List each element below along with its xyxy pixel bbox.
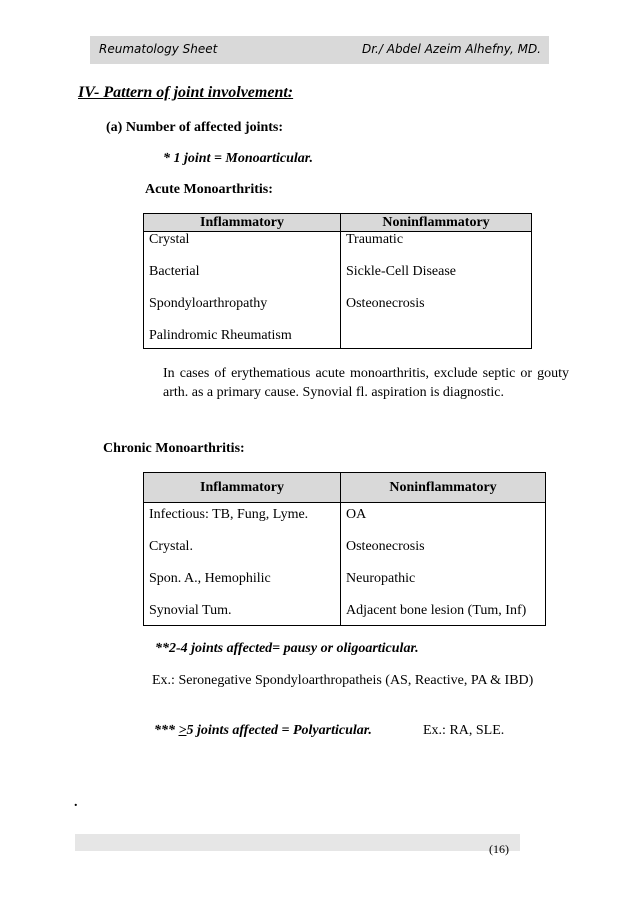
chronic-monoarthritis-heading: Chronic Monoarthritis: [103, 441, 245, 456]
oligoarticular-line: **2-4 joints affected= pausy or oligoarticular. [155, 641, 419, 656]
list-item: Synovial Tum. [149, 603, 232, 618]
column-header-inflammatory: Inflammatory [144, 214, 341, 232]
list-item: Infectious: TB, Fung, Lyme. [149, 507, 309, 522]
inflammatory-cell [144, 232, 341, 349]
inflammatory-cell [144, 503, 341, 626]
list-item: Crystal. [149, 539, 193, 554]
noninflammatory-cell [341, 503, 546, 626]
greater-equal-symbol: > [178, 723, 187, 738]
stray-mark: . [74, 795, 78, 810]
column-header-noninflammatory: Noninflammatory [341, 473, 546, 503]
table-header-row [144, 214, 532, 232]
column-header-inflammatory: Inflammatory [144, 473, 341, 503]
section-title: IV- Pattern of joint involvement: [78, 84, 294, 101]
list-item: Neuropathic [346, 571, 416, 586]
monoarticular-line: * 1 joint = Monoarticular. [163, 151, 313, 166]
list-item: OA [346, 507, 367, 522]
list-item: Sickle-Cell Disease [346, 264, 457, 279]
acute-note: In cases of erythematious acute monoarthritis, exclude septic or gouty arth. as a primary cause. Synovial fl. aspiration is diagnostic. [163, 366, 569, 400]
poly-prefix: *** [154, 723, 179, 738]
polyarticular-line [154, 723, 372, 739]
list-item: Bacterial [149, 264, 200, 279]
table-row [144, 232, 532, 349]
list-item: Adjacent bone lesion (Tum, Inf) [346, 603, 527, 618]
header-author: Dr./ Abdel Azeim Alhefny, MD. [361, 42, 541, 56]
header-title: Reumatology Sheet [99, 42, 218, 56]
list-item: Crystal [149, 232, 190, 247]
list-item: Spondyloarthropathy [149, 296, 268, 311]
oligoarticular-example: Ex.: Seronegative Spondyloarthropatheis (AS, Reactive, PA & IBD) [152, 673, 534, 688]
poly-text: 5 joints affected = Polyarticular. [186, 723, 372, 738]
list-item: Traumatic [346, 232, 404, 247]
page-header [90, 36, 549, 64]
polyarticular-example: Ex.: RA, SLE. [423, 723, 505, 738]
list-item: Osteonecrosis [346, 296, 425, 311]
list-item: Spon. A., Hemophilic [149, 571, 271, 586]
footer-bar [75, 834, 520, 851]
acute-monoarthritis-heading: Acute Monoarthritis: [145, 182, 273, 197]
chronic-monoarthritis-table [143, 472, 546, 626]
column-header-noninflammatory: Noninflammatory [341, 214, 532, 232]
page-number: (16) [489, 842, 509, 856]
noninflammatory-cell [341, 232, 532, 349]
subheading-number-of-joints: (a) Number of affected joints: [106, 120, 284, 135]
acute-monoarthritis-table [143, 213, 532, 349]
table-row [144, 503, 546, 626]
table-header-row [144, 473, 546, 503]
list-item: Palindromic Rheumatism [149, 328, 292, 343]
list-item: Osteonecrosis [346, 539, 425, 554]
